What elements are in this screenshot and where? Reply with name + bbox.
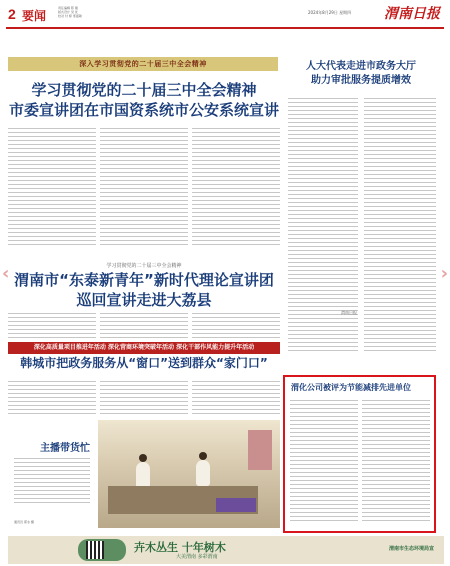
article3-body-col2 — [100, 378, 188, 417]
headline-right[interactable]: 人大代表走进市政务大厅 助力审批服务提质增效 — [306, 61, 416, 86]
footer-subslogan: 大美渭南 多彩渭南 — [176, 554, 218, 560]
photo-caption-body — [14, 455, 90, 506]
article2-body-col3 — [192, 310, 280, 341]
footer-sponsor: 渭南市生态环境局宣 — [388, 546, 434, 552]
issue-date: 2024年8月29日 星期四 — [308, 10, 352, 15]
headline-main[interactable]: 学习贯彻党的二十届三中全会精神 市委宣讲团在市国资系统市公安系统宣讲 — [8, 81, 279, 119]
page-number: 2 — [8, 6, 16, 22]
article2-body-col2 — [100, 310, 188, 341]
qr-code — [86, 541, 104, 559]
photo-caption-title: 主播带货忙 — [40, 443, 90, 454]
article-body-col2 — [100, 125, 188, 248]
photo-person-head — [139, 454, 147, 462]
next-page-arrow[interactable]: › — [440, 263, 448, 284]
section-title: 要闻 — [22, 9, 47, 23]
article3-body-col3 — [192, 378, 280, 417]
prev-page-arrow[interactable]: ‹ — [2, 263, 10, 284]
photo-person-head — [199, 452, 207, 460]
right-subhead: 渭南日报 — [341, 310, 357, 315]
headline-third[interactable]: 韩城市把政务服务从“窗口”送到群众“家门口” — [20, 356, 268, 370]
article-body-col1 — [8, 125, 96, 248]
article2-kicker: 学习贯彻党的二十届三中全会精神 — [106, 263, 182, 269]
header-rule — [6, 27, 444, 29]
photo-credit: 通讯员 郭永 摄 — [14, 520, 34, 524]
photo-person — [196, 460, 210, 486]
article2-body-col1 — [8, 310, 96, 341]
highlight-article-title: 渭化公司被评为节能减排先进单位 — [291, 383, 411, 392]
topic-banner: 深入学习贯彻党的二十届三中全会精神 — [8, 57, 278, 71]
article-body-col3 — [192, 125, 280, 248]
footer-slogan: 卉木丛生 十年树木 — [134, 541, 226, 554]
masthead-logo: 渭南日报 — [384, 6, 440, 22]
article3-body-col1 — [8, 378, 96, 417]
news-photo[interactable] — [98, 420, 280, 528]
photo-person — [136, 462, 150, 488]
photo-product — [216, 498, 256, 512]
page-header — [0, 0, 450, 38]
highlight-body-col1 — [290, 397, 358, 524]
headline-second[interactable]: 渭南市“东泰新青年”新时代理论宣讲团 巡回宣讲走进大荔县 — [14, 271, 274, 309]
highlight-body-col2 — [362, 397, 430, 524]
highlight-article-box[interactable] — [283, 375, 436, 533]
campaign-red-bar: 深化高质量项目推进年活动 深化营商环境突破年活动 深化干部作风能力提升年活动 — [8, 342, 280, 354]
footer-ad — [8, 536, 444, 564]
photo-backdrop — [248, 430, 272, 470]
editor-credits: 责任编辑 陈 刚 版式设计 吴 优 校对 付 婷 邢嘉敏 — [58, 6, 82, 18]
